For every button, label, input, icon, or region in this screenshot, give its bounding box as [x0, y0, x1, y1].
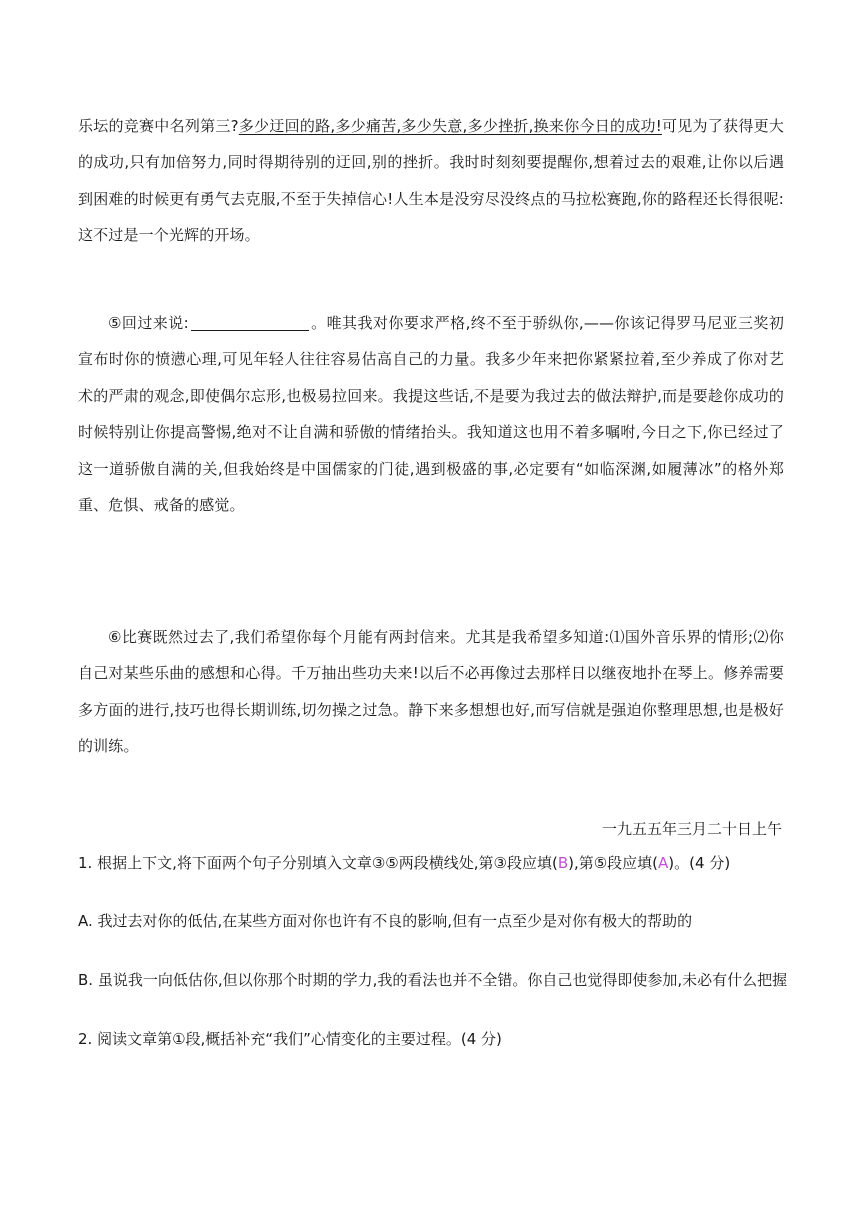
question-1: [78, 852, 798, 874]
question-text: ),第⑤段应填(: [568, 854, 659, 872]
option-a: A. 我过去对你的低估,在某些方面对你也许有不良的影响,但有一点至少是对你有极大的帮助的: [78, 912, 693, 930]
question-text: 1. 根据上下文,将下面两个句子分别填入文章③⑤两段横线处,第③段应填(: [78, 854, 558, 872]
question-text: )。(4 分): [668, 854, 731, 872]
paragraph-6: [78, 619, 784, 765]
question-2: 2. 阅读文章第①段,概括补充“我们”心情变化的主要过程。(4 分): [78, 1030, 502, 1048]
paragraph-5: [78, 305, 784, 523]
paragraph-text: 乐坛的竞赛中名列第三?: [78, 117, 239, 135]
paragraph-text: 。唯其我对你要求严格,终不至于骄纵你,——你该记得罗马尼亚三奖初宣布时你的愤懑心理,可见年轻人往往容易估高自己的力量。我多少年来把你紧紧拉着,至少养成了你对艺术的严肃的观念,即使偶尔忘形,也极易拉回来。我提这些话,不是要为我过去的做法辩护,而是要趁你成功的时候特别让你提高警惕,绝对不让自满和骄傲的情绪抬头。我知道这也用不着多嘱咐,今日之下,你已经过了这一道骄傲自满的关,但我始终是中国儒家的门徒,遇到极盛的事,必定要有“如临深渊,如履薄冰”的格外郑重、危惧、戒备的感觉。: [78, 314, 784, 515]
paragraph-text: ⑥比赛既然过去了,我们希望你每个月能有两封信来。尤其是我希望多知道:⑴国外音乐界的情形;⑵你自己对某些乐曲的感想和心得。千万抽出些功夫来!以后不必再像过去那样日以继夜地扑在琴上。修养需要多方面的进行,技巧也得长期训练,切勿操之过急。静下来多想想也好,而写信就是强迫你整理思想,也是极好的训练。: [78, 628, 784, 756]
fill-in-blank: [191, 314, 309, 331]
underlined-sentence: 多少迂回的路,多少痛苦,多少失意,多少挫折,换来你今日的成功!: [238, 117, 662, 135]
paragraph-4-continuation: [78, 108, 784, 254]
option-b: B. 虽说我一向低估你,但以你那个时期的学力,我的看法也并不全错。你自己也觉得即使参加,未必有什么把握: [78, 971, 788, 989]
answer-2: A: [658, 854, 669, 872]
paragraph-text: ⑤回过来说:: [108, 314, 189, 332]
paragraph-text: 可见为了获得更大的成功,只有加倍努力,同时得期待别的迂回,别的挫折。我时时刻刻要提醒你,想着过去的艰难,让你以后遇到困难的时候更有勇气去克服,不至于失掉信心!人生本是没穷尽没终点的马拉松赛跑,你的路程还长得很呢:这不过是一个光辉的开场。: [78, 117, 784, 245]
letter-date-signature: 一九五五年三月二十日上午: [601, 820, 782, 838]
answer-1: B: [557, 854, 569, 872]
